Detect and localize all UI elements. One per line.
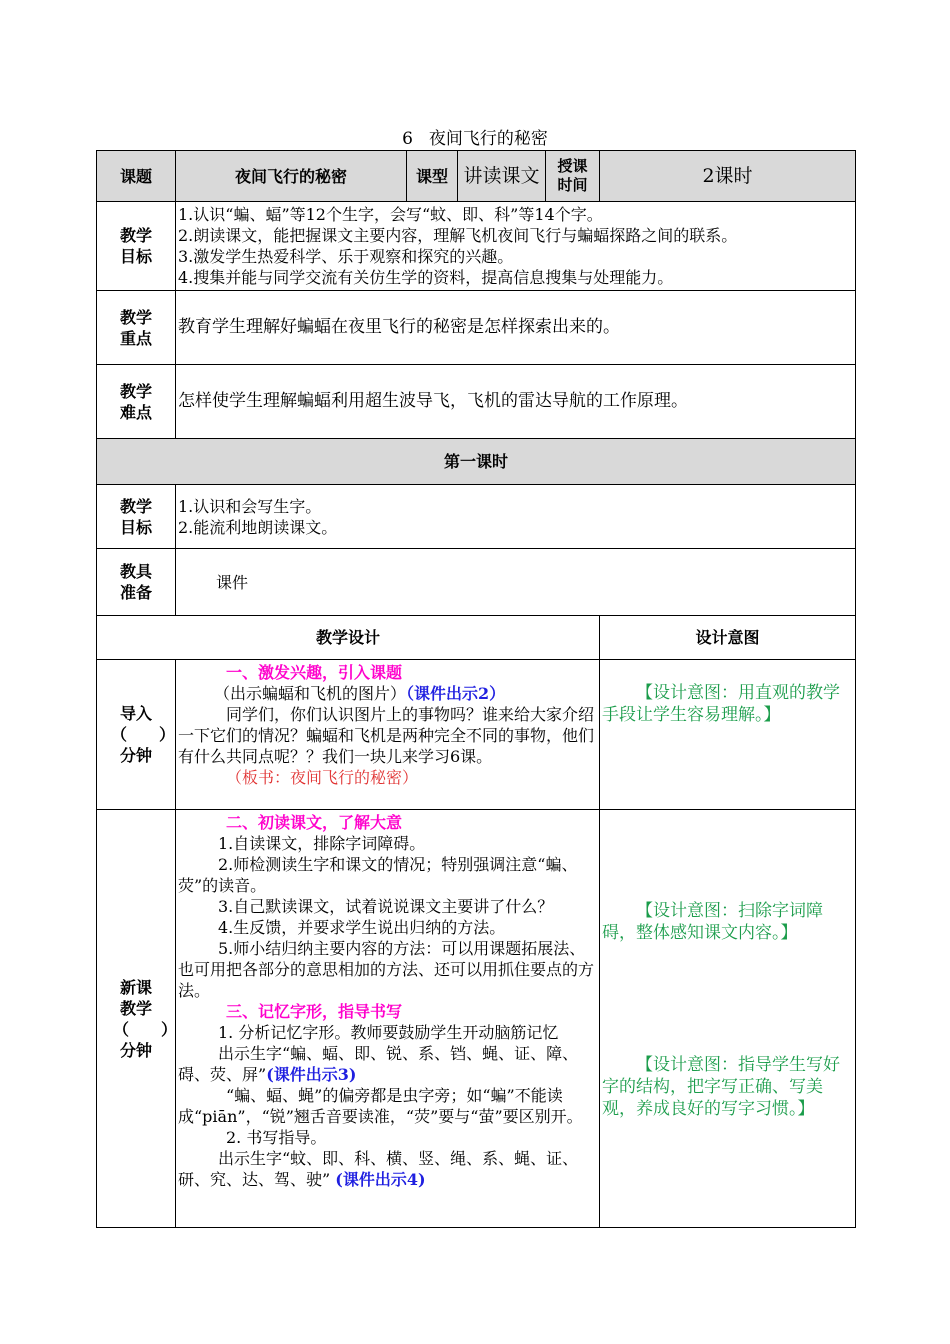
show-write-text: 出示生字“蚊、即、科、横、竖、绳、系、蝇、证、研、究、达、驾、驶” bbox=[178, 1149, 579, 1189]
new-heading-2: 三、记忆字形，指导书写 bbox=[226, 1002, 403, 1021]
difficulties-text: 怎样使学生理解蝙蝠利用超生波导飞，飞机的雷达导航的工作原理。 bbox=[176, 365, 856, 439]
analysis-text: 1. 分析记忆字形。教师要鼓励学生开动脑筋记忆 bbox=[218, 1023, 559, 1042]
type-value: 讲读课文 bbox=[458, 151, 546, 202]
new-intent-2: 【设计意图：指导学生写好字的结构，把字写正确、写美观，养成良好的写字习惯。】 bbox=[602, 1055, 840, 1119]
design-column-header: 教学设计 bbox=[97, 616, 600, 660]
intro-heading: 一、激发兴趣，引入课题 bbox=[226, 663, 403, 682]
difficulties-row bbox=[97, 365, 856, 439]
intro-content bbox=[176, 660, 600, 810]
goals-list bbox=[176, 202, 856, 291]
intro-row bbox=[97, 660, 856, 810]
writing-guide: 2. 书写指导。 bbox=[226, 1128, 327, 1147]
design-header-row bbox=[97, 616, 856, 660]
new-heading-1: 二、初读课文，了解大意 bbox=[226, 813, 403, 832]
goal-item: 1.认识和会写生字。 bbox=[178, 496, 322, 516]
goals-label: 教学目标 bbox=[97, 202, 176, 291]
intro-intent: 【设计意图：用直观的教学手段让学生容易理解。】 bbox=[602, 683, 840, 725]
new-intent-1: 【设计意图：扫除字词障碍，整体感知课文内容。】 bbox=[602, 901, 823, 943]
new-lesson-label: 新课教学（ ）分钟 bbox=[97, 810, 176, 1228]
goal-item: 2.能流利地朗读课文。 bbox=[178, 517, 338, 537]
tools-text: 课件 bbox=[176, 549, 856, 616]
new-step: 1.自读课文，排除字词障碍。 bbox=[218, 834, 426, 853]
show-chars-text: 出示生字“蝙、蝠、即、锐、系、铛、蝇、证、障、碍、荧、屏” bbox=[178, 1044, 579, 1084]
new-step: 5.师小结归纳主要内容的方法：可以用课题拓展法、也可用把各部分的意思相加的方法、还可以用抓住要点的方法。 bbox=[178, 939, 595, 1000]
first-goals-label: 教学目标 bbox=[97, 485, 176, 549]
tools-label: 教具准备 bbox=[97, 549, 176, 616]
show-chars-tag: (课件出示3) bbox=[266, 1065, 357, 1084]
hours-value: 2课时 bbox=[600, 151, 856, 202]
new-lesson-row bbox=[97, 810, 856, 1228]
intro-paragraph: 同学们，你们认识图片上的事物吗？谁来给大家介绍一下它们的情况？蝙蝠和飞机是两种完全不同的事物，他们有什么共同点呢？？我们一块儿来学习6课。 bbox=[178, 705, 595, 766]
new-step: 2.师检测读生字和课文的情况；特别强调注意“蝙、荧”的读音。 bbox=[178, 855, 578, 895]
lesson-title: 夜间飞行的秘密 bbox=[428, 129, 548, 149]
topic-value: 夜间飞行的秘密 bbox=[176, 151, 407, 202]
goal-item: 4.搜集并能与同学交流有关仿生学的资料，提高信息搜集与处理能力。 bbox=[178, 268, 674, 287]
new-intent-cell bbox=[600, 810, 856, 1228]
document-title bbox=[0, 124, 950, 149]
hours-label: 授课时间 bbox=[546, 151, 600, 202]
difficulties-label: 教学难点 bbox=[97, 365, 176, 439]
lesson-number: 6 bbox=[402, 129, 413, 149]
goal-item: 3.激发学生热爱科学、乐于观察和探究的兴趣。 bbox=[178, 247, 514, 266]
intent-column-header: 设计意图 bbox=[600, 616, 856, 660]
key-points-text: 教育学生理解好蝙蝠在夜里飞行的秘密是怎样探索出来的。 bbox=[176, 291, 856, 365]
intro-board: （板书：夜间飞行的秘密） bbox=[226, 768, 419, 787]
show-write-tag: (课件出示4) bbox=[335, 1170, 426, 1189]
first-goals-list bbox=[176, 485, 856, 549]
new-lesson-content bbox=[176, 810, 600, 1228]
radical-note: “蝙、蝠、蝇”的偏旁都是虫字旁；如“蝙”不能读成“piān”，“锐”翘舌音要读准，“荧”要与“萤”要区别开。 bbox=[178, 1086, 583, 1126]
key-points-label: 教学重点 bbox=[97, 291, 176, 365]
new-step: 4.生反馈，并要求学生说出归纳的方法。 bbox=[218, 918, 506, 937]
goal-item: 1.认识“蝙、蝠”等12个生字，会写“蚊、即、科”等14个字。 bbox=[178, 205, 603, 224]
first-goals-row bbox=[97, 485, 856, 549]
lesson-plan-table bbox=[96, 150, 856, 1228]
topic-label: 课题 bbox=[97, 151, 176, 202]
intro-intent-cell bbox=[600, 660, 856, 810]
tools-row bbox=[97, 549, 856, 616]
first-lesson-title: 第一课时 bbox=[97, 439, 856, 485]
type-label: 课型 bbox=[407, 151, 458, 202]
intro-show-text: （出示蝙蝠和飞机的图片） bbox=[214, 684, 407, 703]
intro-label: 导入（ ）分钟 bbox=[97, 660, 176, 810]
key-points-row bbox=[97, 291, 856, 365]
first-lesson-row bbox=[97, 439, 856, 485]
new-step: 3.自己默读课文，试着说说课文主要讲了什么？ bbox=[218, 897, 554, 916]
header-row bbox=[97, 151, 856, 202]
goal-item: 2.朗读课文，能把握课文主要内容，理解飞机夜间飞行与蝙蝠探路之间的联系。 bbox=[178, 226, 738, 245]
intro-show-tag: （课件出示2） bbox=[406, 684, 506, 703]
goals-row bbox=[97, 202, 856, 291]
